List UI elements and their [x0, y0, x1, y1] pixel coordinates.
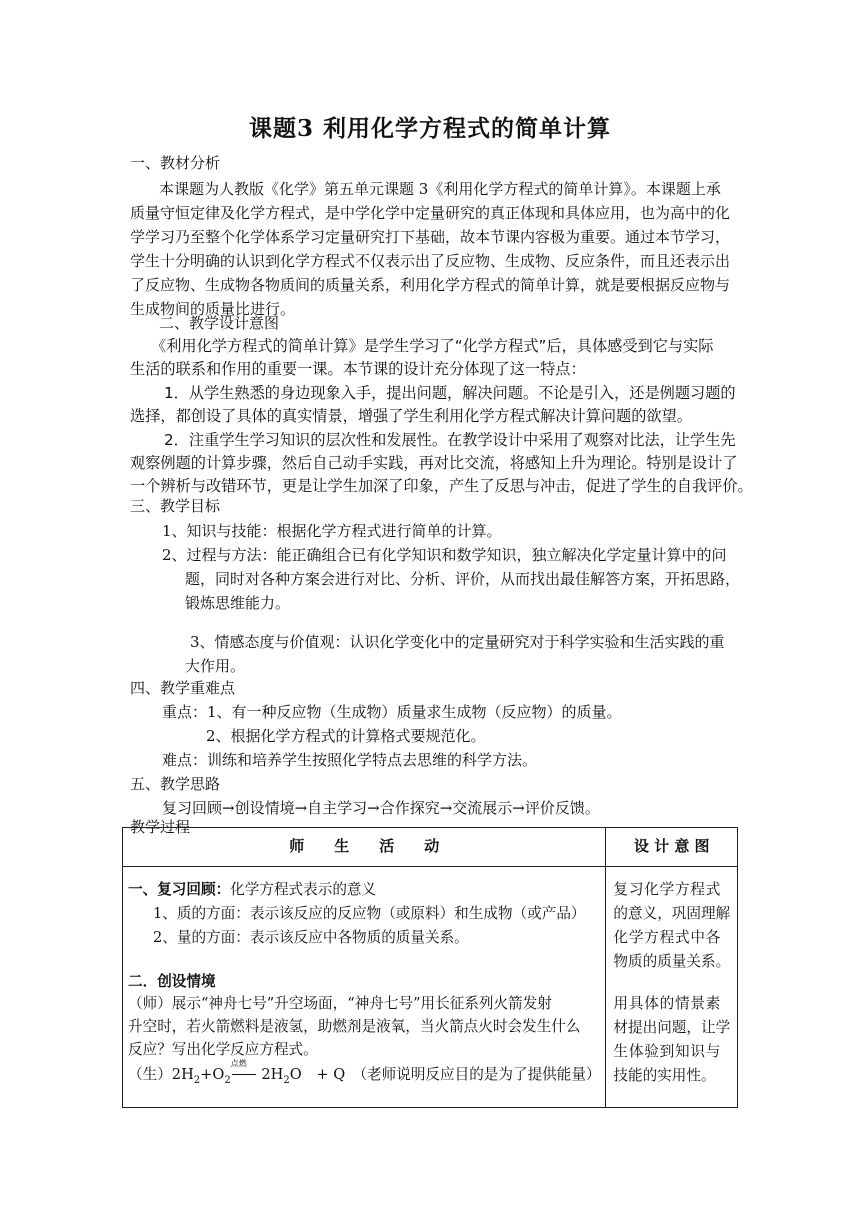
paragraph-line: 了反应物、生成物各物质间的质量关系，利用化学方程式的简单计算，就是要根据反应物与: [130, 276, 731, 294]
section-heading-goals: 三、教学目标: [130, 497, 221, 515]
paragraph-line: 2．注重学生学习知识的层次性和发展性。在教学设计中采用了观察对比法，让学生先: [164, 431, 736, 449]
process-label: 教学过程: [130, 818, 191, 836]
section-heading-keypoints: 四、教学重难点: [130, 679, 236, 697]
intent-line: 技能的实用性。: [613, 1067, 716, 1084]
scene-heading: 二．创设情境: [128, 973, 216, 990]
intent-line: 的意义，巩固理解: [613, 905, 731, 922]
intent-line: 复习化学方程式: [613, 881, 722, 898]
scene-line: 反应？写出化学反应方程式。: [128, 1041, 318, 1058]
goal-item: 大作用。: [185, 657, 246, 675]
intent-line: 化学方程式中各: [613, 929, 722, 946]
goal-item: 3、情感态度与价值观：认识化学变化中的定量研究对于科学实验和生活实践的重: [190, 633, 725, 651]
paragraph-line: 学学习乃至整个化学体系学习定量研究打下基础，故本节课内容极为重要。通过本节学习，: [130, 228, 731, 246]
approach-line: 复习回顾→创设情境→自主学习→合作探究→交流展示→评价反馈。: [162, 799, 600, 817]
section-heading-design: 二、教学设计意图: [159, 314, 280, 332]
keypoint-line: 2、根据化学方程式的计算格式要规范化。: [206, 727, 486, 745]
paragraph-line: 一个辨析与改错环节，更是让学生加深了印象，产生了反思与冲击，促进了学生的自我评价。: [130, 477, 753, 495]
review-item: 1、质的方面：表示该反应的反应物（或原料）和生成物（或产品）: [153, 905, 586, 922]
goal-item: 题，同时对各种方案会进行对比、分析、评价，从而找出最佳解答方案，开拓思路，: [185, 570, 741, 588]
table-header-intent: 设 计 意 图: [606, 828, 738, 867]
paragraph-line: 选择，都创设了具体的真实情景，增强了学生利用化学方程式解决计算问题的欲望。: [130, 407, 692, 425]
intent-cell: [606, 867, 738, 1108]
review-heading: 一、复习回顾：化学方程式表示的意义: [128, 881, 377, 898]
section-heading-analysis: 一、教材分析: [130, 154, 221, 172]
paragraph-line: 生活的联系和作用的重要一课。本节课的设计充分体现了这一特点：: [130, 360, 586, 378]
paragraph-line: 生成物间的质量比进行。: [130, 300, 296, 318]
intent-line: 生体验到知识与: [613, 1043, 722, 1060]
paragraph-line: 本课题为人教版《化学》第五单元课题 3《利用化学方程式的简单计算》。本课题上承: [159, 180, 721, 198]
activity-cell: [123, 867, 606, 1108]
paragraph-line: 学生十分明确的认识到化学方程式不仅表示出了反应物、生成物、反应条件，而且还表示出: [130, 252, 731, 270]
paragraph-line: 质量守恒定律及化学方程式，是中学化学中定量研究的真正体现和具体应用，也为高中的化: [130, 204, 731, 222]
keypoint-line: 难点：训练和培养学生按照化学特点去思维的科学方法。: [162, 751, 538, 769]
goal-item: 1、知识与技能：根据化学方程式进行简单的计算。: [162, 522, 502, 540]
reaction-equation: （生）$2H_2+O_2$ 点燃 $2H_2O$ + Q （老师说明反应目的是为了提供能量）: [128, 1059, 601, 1086]
goal-item: 2、过程与方法：能正确组合已有化学知识和数学知识，独立解决化学定量计算中的问: [162, 546, 727, 564]
paragraph-line: 《利用化学方程式的简单计算》是学生学习了“化学方程式”后，具体感受到它与实际: [151, 337, 714, 355]
keypoint-line: 重点：1、有一种反应物（生成物）质量求生成物（反应物）的质量。: [162, 703, 622, 721]
intent-line: 物质的质量关系。: [613, 953, 731, 970]
paragraph-line: 观察例题的计算步骤，然后自己动手实践，再对比交流，将感知上升为理论。特别是设计了: [130, 454, 738, 472]
table-header-activity: 师 生 活 动: [123, 828, 606, 867]
section-heading-approach: 五、教学思路: [130, 775, 221, 793]
intent-line: 材提出问题，让学: [613, 1019, 731, 1036]
scene-line: （师）展示“神舟七号”升空场面，“神舟七号”用长征系列火箭发射: [128, 995, 552, 1012]
review-item: 2、量的方面：表示该反应中各物质的质量关系。: [153, 929, 469, 946]
scene-line: 升空时，若火箭燃料是液氢，助燃剂是液氧，当火箭点火时会发生什么: [128, 1018, 581, 1035]
intent-line: 用具体的情景素: [613, 995, 722, 1012]
goal-item: 锻炼思维能力。: [185, 594, 291, 612]
paragraph-line: 1．从学生熟悉的身边现象入手，提出问题，解决问题。不论是引入，还是例题习题的: [164, 384, 736, 402]
process-table: [122, 827, 738, 1108]
page-title: 课题3 利用化学方程式的简单计算: [248, 115, 611, 142]
